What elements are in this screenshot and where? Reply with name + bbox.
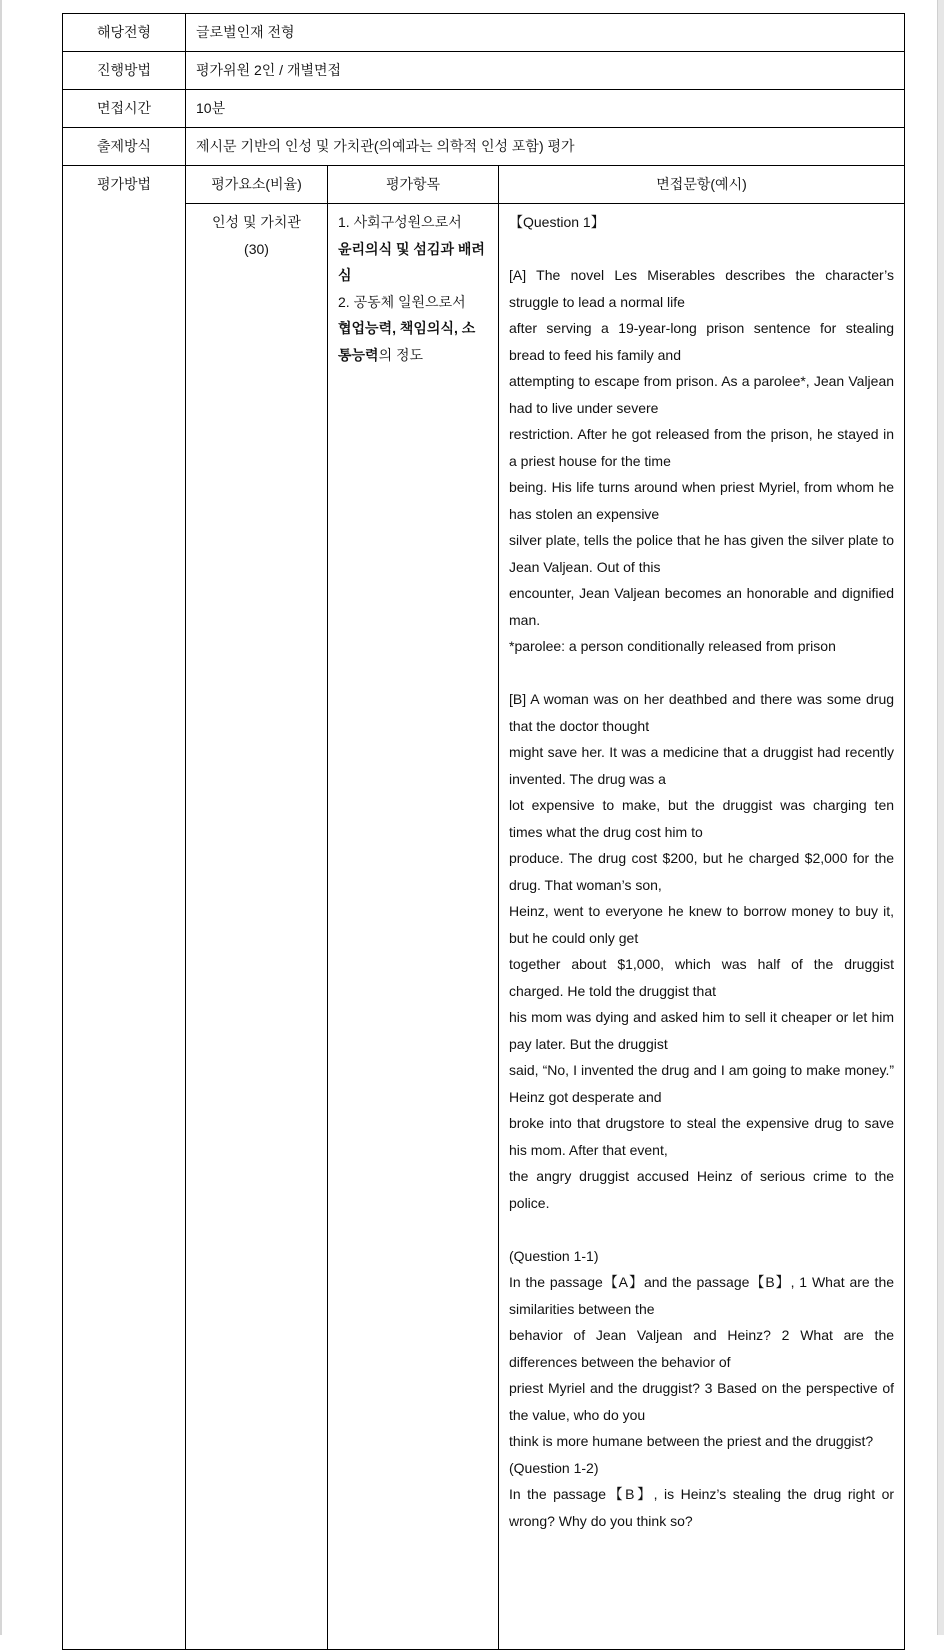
- question-line: encounter, Jean Valjean becomes an honorable and dignified man.: [509, 585, 895, 628]
- question-line: 【Question 1】: [509, 214, 605, 230]
- row-label: 진행방법: [63, 52, 186, 90]
- eval-body-row: [63, 204, 905, 1650]
- blank-line: [509, 660, 894, 687]
- question-line: think is more humane between the priest and the druggist?: [509, 1433, 874, 1449]
- row-type: [63, 14, 905, 52]
- question-line: (Question 1-2): [509, 1459, 599, 1476]
- row-label: 면접시간: [63, 90, 186, 128]
- element-name: 인성 및 가치관: [212, 214, 301, 230]
- header-question: 면접문항(예시): [499, 166, 905, 204]
- row-value: 평가위원 2인 / 개별면접: [186, 52, 905, 90]
- item-1-prefix: 1. 사회구성원으로서: [338, 214, 462, 230]
- row-value: 글로벌인재 전형: [186, 14, 905, 52]
- question-line: [B] A woman was on her deathbed and there was some drug that the doctor thought: [509, 691, 895, 734]
- question-line: attempting to escape from prison. As a parolee*, Jean Valjean had to live under severe: [509, 373, 895, 416]
- item-2-bold: 협업능력, 책임의식, 소통능력: [338, 320, 476, 363]
- question-line: his mom was dying and asked him to sell it cheaper or let him pay later. But the druggist: [509, 1009, 895, 1052]
- row-method: [63, 52, 905, 90]
- question-line: *parolee: a person conditionally released from prison: [509, 638, 836, 654]
- row-value: 10분: [186, 90, 905, 128]
- question-line: [A] The novel Les Miserables describes the character’s struggle to lead a normal life: [509, 267, 895, 310]
- eval-element-cell: [186, 204, 328, 1650]
- question-line: the angry druggist accused Heinz of serious crime to the police.: [509, 1168, 895, 1211]
- eval-method-label: 평가방법: [63, 166, 186, 1650]
- question-line: being. His life turns around when priest Myriel, from whom he has stolen an expensive: [509, 479, 895, 522]
- page-scrollbar-edge[interactable]: [937, 0, 944, 1635]
- header-element: 평가요소(비율): [186, 166, 328, 204]
- question-line: broke into that drugstore to steal the expensive drug to save his mom. After that event,: [509, 1115, 895, 1158]
- question-line: lot expensive to make, but the druggist was charging ten times what the drug cost him to: [509, 797, 895, 840]
- page-left-edge: [0, 0, 2, 1635]
- question-line: In the passage【B】, is Heinz’s stealing the drug right or wrong? Why do you think so?: [509, 1486, 895, 1529]
- question-line: behavior of Jean Valjean and Heinz? 2 What are the differences between the behavior of: [509, 1327, 895, 1370]
- row-value: 제시문 기반의 인성 및 가치관(의예과는 의학적 인성 포함) 평가: [186, 128, 905, 166]
- row-time: [63, 90, 905, 128]
- blank-line: [509, 236, 894, 263]
- question-line: together about $1,000, which was half of the druggist charged. He told the druggist that: [509, 956, 895, 999]
- eval-header-row: [63, 166, 905, 204]
- question-line: In the passage【A】and the passage【B】, 1 What are the similarities between the: [509, 1274, 895, 1317]
- eval-question-cell: [499, 204, 905, 1650]
- element-ratio: (30): [244, 240, 269, 257]
- item-2-prefix: 2. 공동체 일원으로서: [338, 293, 466, 310]
- item-1-bold: 윤리의식 및 섬김과 배려심: [338, 240, 485, 283]
- question-line: said, “No, I invented the drug and I am going to make money.” Heinz got desperate and: [509, 1062, 895, 1105]
- question-line: (Question 1-1): [509, 1247, 599, 1264]
- question-line: might save her. It was a medicine that a druggist had recently invented. The drug was a: [509, 744, 895, 787]
- row-format: [63, 128, 905, 166]
- row-label: 출제방식: [63, 128, 186, 166]
- eval-items-cell: [328, 204, 499, 1650]
- question-line: restriction. After he got released from the prison, he stayed in a priest house for the time: [509, 426, 895, 469]
- question-line: Heinz, went to everyone he knew to borrow money to buy it, but he could only get: [509, 903, 895, 946]
- interview-info-table: [62, 13, 905, 1650]
- header-item: 평가항목: [328, 166, 499, 204]
- row-label: 해당전형: [63, 14, 186, 52]
- question-line: priest Myriel and the druggist? 3 Based on the perspective of the value, who do you: [509, 1380, 895, 1423]
- question-line: produce. The drug cost $200, but he charged $2,000 for the drug. That woman’s son,: [509, 850, 895, 893]
- question-line: silver plate, tells the police that he has given the silver plate to Jean Valjean. Out of this: [509, 532, 895, 575]
- question-line: after serving a 19-year-long prison sentence for stealing bread to feed his family and: [509, 320, 895, 363]
- blank-line: [509, 1216, 894, 1243]
- item-2-suffix: 의 정도: [378, 346, 424, 363]
